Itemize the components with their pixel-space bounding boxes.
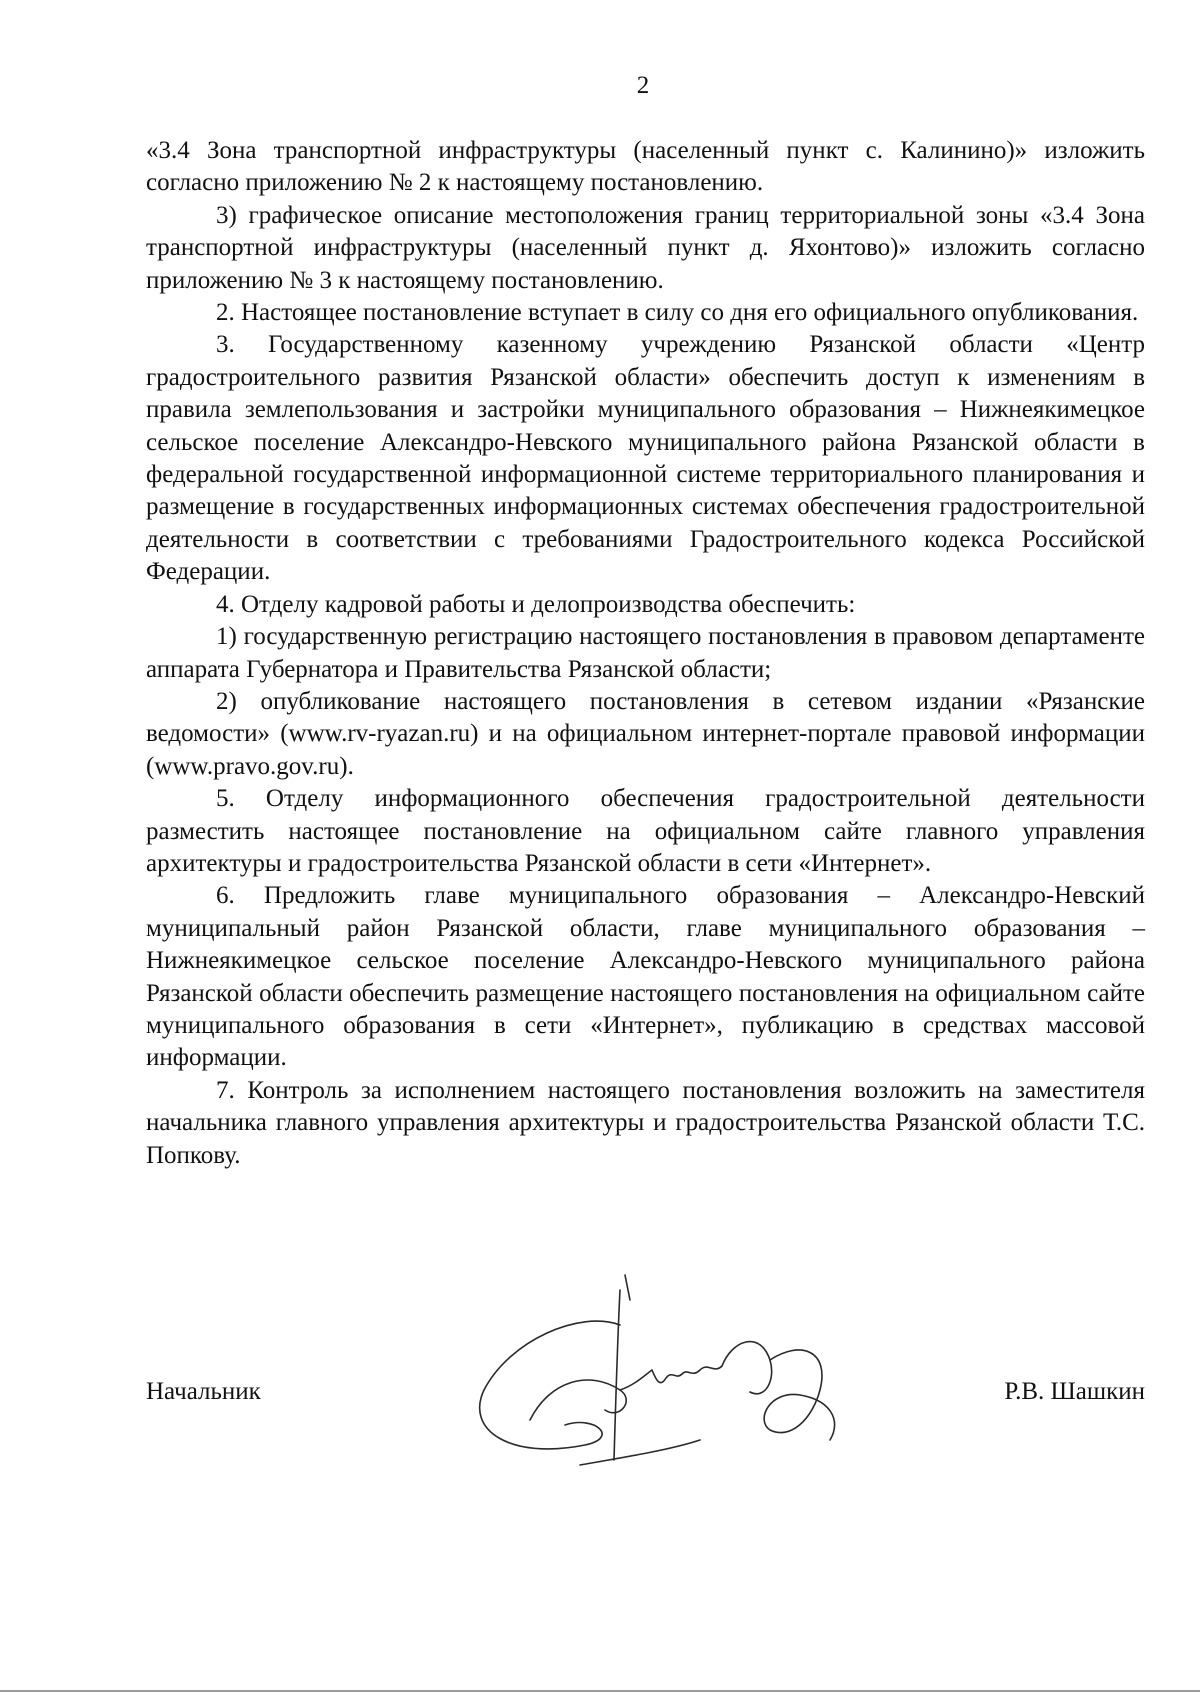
page-bottom-rule (0, 1690, 1200, 1692)
signatory-name: Р.В. Шашкин (1004, 1378, 1145, 1405)
paragraph-5-website: 5. Отделу информационного обеспечения градостроительной деятельности разместить настоящее постановление на официальном сайте главного управления архитектуры и градостроительства Рязанской области в сети «Интернет». (146, 785, 1145, 877)
paragraph-3-access: 3. Государственному казенному учреждению Рязанской области «Центр градостроительного развития Рязанской области» обеспечить доступ к изменениям в правила землепользования и застройки муниципального образования – Нижнеякимецкое сельское поселение Александро-Невского муниципального района Рязанской области в федеральной государственной информационной системе территориального планирования и размещение в государственных информационных системах обеспечения градостроительной деятельности в соответствии с требованиями Градостроительного кодекса Российской Федерации. (146, 331, 1145, 586)
paragraph-6-municipal: 6. Предложить главе муниципального образования – Александро-Невский муниципальный район Рязанской области, главе муниципального образования – Нижнеякимецкое сельское поселение Александро-Невского муниципального района Рязанской области обеспечить размещение настоящего постановления на официальном сайте муниципального образования в сети «Интернет», публикацию в средствах массовой информации. (146, 882, 1145, 1072)
paragraph-7-control: 7. Контроль за исполнением настоящего постановления возложить на заместителя начальника главного управления архитектуры и градостроительства Рязанской области Т.С. Попкову. (146, 1076, 1145, 1169)
paragraph-item-3-graphic-description: 3) графическое описание местоположения границ территориальной зоны «3.4 Зона транспортной инфраструктуры (населенный пункт д. Яхонтово)» изложить согласно приложению № 3 к настоящему постановлению. (146, 201, 1145, 294)
paragraph-2-effective-date: 2. Настоящее постановление вступает в силу со дня его официального опубликования. (216, 299, 1139, 327)
document-body (146, 135, 1145, 1172)
paragraph-4-1-registration: 1) государственную регистрацию настоящего постановления в правовом департаменте аппарата Губернатора и Правительства Рязанской области; (146, 623, 1145, 683)
handwritten-signature (470, 1270, 890, 1500)
paragraph-zone-kalinino: «3.4 Зона транспортной инфраструктуры (населенный пункт с. Калинино)» изложить согласно приложению № 2 к настоящему постановлению. (146, 137, 1145, 197)
page-number: 2 (636, 72, 650, 99)
paragraph-4-personnel-department: 4. Отделу кадровой работы и делопроизводства обеспечить: (216, 590, 856, 618)
paragraph-4-2-publication: 2) опубликование настоящего постановления в сетевом издании «Рязанские ведомости» (www.rv-ryazan.ru) и на официальном интернет-портале правовой информации (www.pravo.gov.ru). (146, 687, 1145, 780)
signatory-position: Начальник (146, 1378, 261, 1405)
